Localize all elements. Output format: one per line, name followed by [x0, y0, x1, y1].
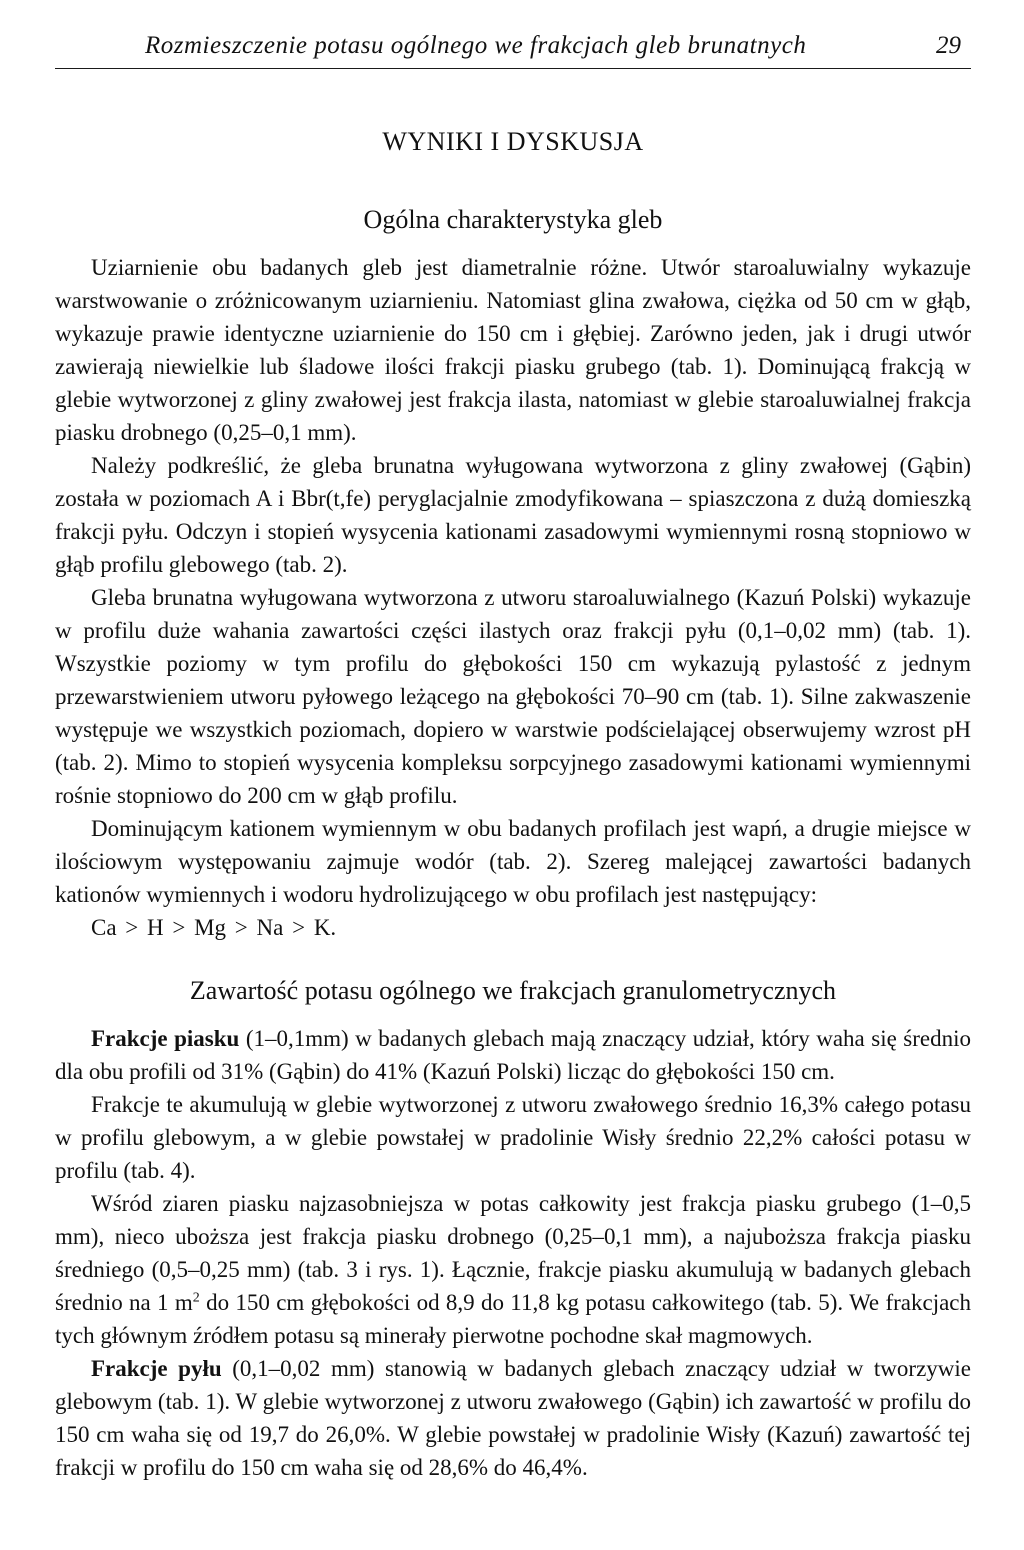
page: [55, 22, 971, 1484]
subsection-title-potassium-content: Zawartość potasu ogólnego we frakcjach granulometrycznych: [189, 976, 837, 1005]
running-header: [55, 22, 971, 69]
potassium-content-body: [55, 1022, 971, 1484]
paragraph-sand-fractions: [55, 1022, 971, 1088]
superscript-square: 2: [192, 1290, 200, 1306]
soil-characteristics-body: [55, 251, 971, 944]
paragraph-kazun-soil: Gleba brunatna wyługowana wytworzona z utworu staroaluwialnego (Kazuń Polski) wykazuje w profilu duże wahania zawartości części ilastych oraz frakcji pyłu (0,1–0,02 mm) (tab. 1). Wszystkie poziomy w tym profilu do głębokości 150 cm wykazują pylastość z jednym przewarstwieniem utworu pyłowego leżącego na głębokości 70–90 cm (tab. 1). Silne zakwaszenie występuje we wszystkich poziomach, dopiero w warstwie podścielającej obserwujemy wzrost pH (tab. 2). Mimo to stopień wysycenia kompleksu sorpcyjnego zasadowymi kationami wymiennymi rośnie stopniowo do 200 cm w głąb profilu.: [55, 585, 971, 808]
page-number: 29: [936, 32, 961, 59]
paragraph-grain-size: Uziarnienie obu badanych gleb jest diametralnie różne. Utwór staroaluwialny wykazuje warstwowanie o zróżnicowanym uziarnieniu. Natomiast glina zwałowa, ciężka od 50 cm w głąb, wykazuje prawie identyczne uziarnienie do 150 cm i głębiej. Zarówno jeden, jak i drugi utwór zawierają niewielkie lub śladowe ilości frakcji piasku grubego (tab. 1). Dominującą frakcją w glebie wytworzonej z gliny zwałowej jest frakcja ilasta, natomiast w glebie staroaluwialnej frakcja piasku drobnego (0,25–0,1 mm).: [55, 255, 971, 445]
paragraph-sand-fractions-text: (1–0,1mm) w badanych glebach mają znaczący udział, który waha się średnio dla obu profili od 31% (Gąbin) do 41% (Kazuń Polski) licząc do głębokości 150 cm.: [55, 1026, 971, 1084]
paragraph-gabin-soil: Należy podkreślić, że gleba brunatna wyługowana wytworzona z gliny zwałowej (Gąbin) została w poziomach A i Bbr(t,fe) peryglacjalnie zmodyfikowana – spiaszczona z dużą domieszką frakcji pyłu. Odczyn i stopień wysycenia kationami zasadowymi wymiennymi rosną stopniowo w głąb profilu glebowego (tab. 2).: [55, 453, 971, 577]
running-title: Rozmieszczenie potasu ogólnego we frakcjach gleb brunatnych: [145, 32, 807, 59]
paragraph-sand-grains-text-a: Wśród ziaren piasku najzasobniejsza w potas całkowity jest frakcja piasku grubego (1–0,5 mm), nieco uboższa jest frakcja piasku drobnego (0,25–0,1 mm), a najuboższa frakcja piasku średniego (0,5–0,25 mm) (tab. 3 i rys. 1). Łącznie, frakcje piasku akumulują w badanych glebach średnio na 1 m: [55, 1191, 971, 1315]
paragraph-sand-grains-text-b: do 150 cm głębokości od 8,9 do 11,8 kg potasu całkowitego (tab. 5). We frakcjach tych głównym źródłem potasu są minerały pierwotne pochodne skał magmowych.: [55, 1290, 971, 1348]
paragraph-exchangeable-cations: Dominującym kationem wymiennym w obu badanych profilach jest wapń, a drugie miejsce w ilościowym występowaniu zajmuje wodór (tab. 2). Szereg malejącej zawartości badanych kationów wymiennych i wodoru hydrolizującego w obu profilach jest następujący:: [55, 816, 971, 907]
cation-series-formula: Ca > H > Mg > Na > K.: [91, 915, 337, 940]
paragraph-silt-fractions-text: (0,1–0,02 mm) stanowią w badanych glebach znaczący udział w tworzywie glebowym (tab. 1). W glebie wytworzonej z utworu zwałowego (Gąbin) ich zawartość w profilu do 150 cm waha się od 19,7 do 26,0%. W glebie powstałej w pradolinie Wisły (Kazuń) zawartość tej frakcji w profilu do 150 cm waha się od 28,6% do 46,4%.: [55, 1356, 971, 1480]
subsection-title-soil-characteristics: Ogólna charakterystyka gleb: [363, 205, 663, 234]
term-silt-fractions: Frakcje pyłu: [91, 1356, 222, 1381]
section-title: WYNIKI I DYSKUSJA: [382, 127, 644, 156]
paragraph-silt-fractions: [55, 1352, 971, 1484]
paragraph-sand-grains: [55, 1187, 971, 1352]
paragraph-sand-accumulation: Frakcje te akumulują w glebie wytworzonej z utworu zwałowego średnio 16,3% całego potasu w profilu glebowym, a w glebie powstałej w pradolinie Wisły średnio 22,2% całości potasu w profilu (tab. 4).: [55, 1092, 971, 1183]
term-sand-fractions: Frakcje piasku: [91, 1026, 240, 1051]
